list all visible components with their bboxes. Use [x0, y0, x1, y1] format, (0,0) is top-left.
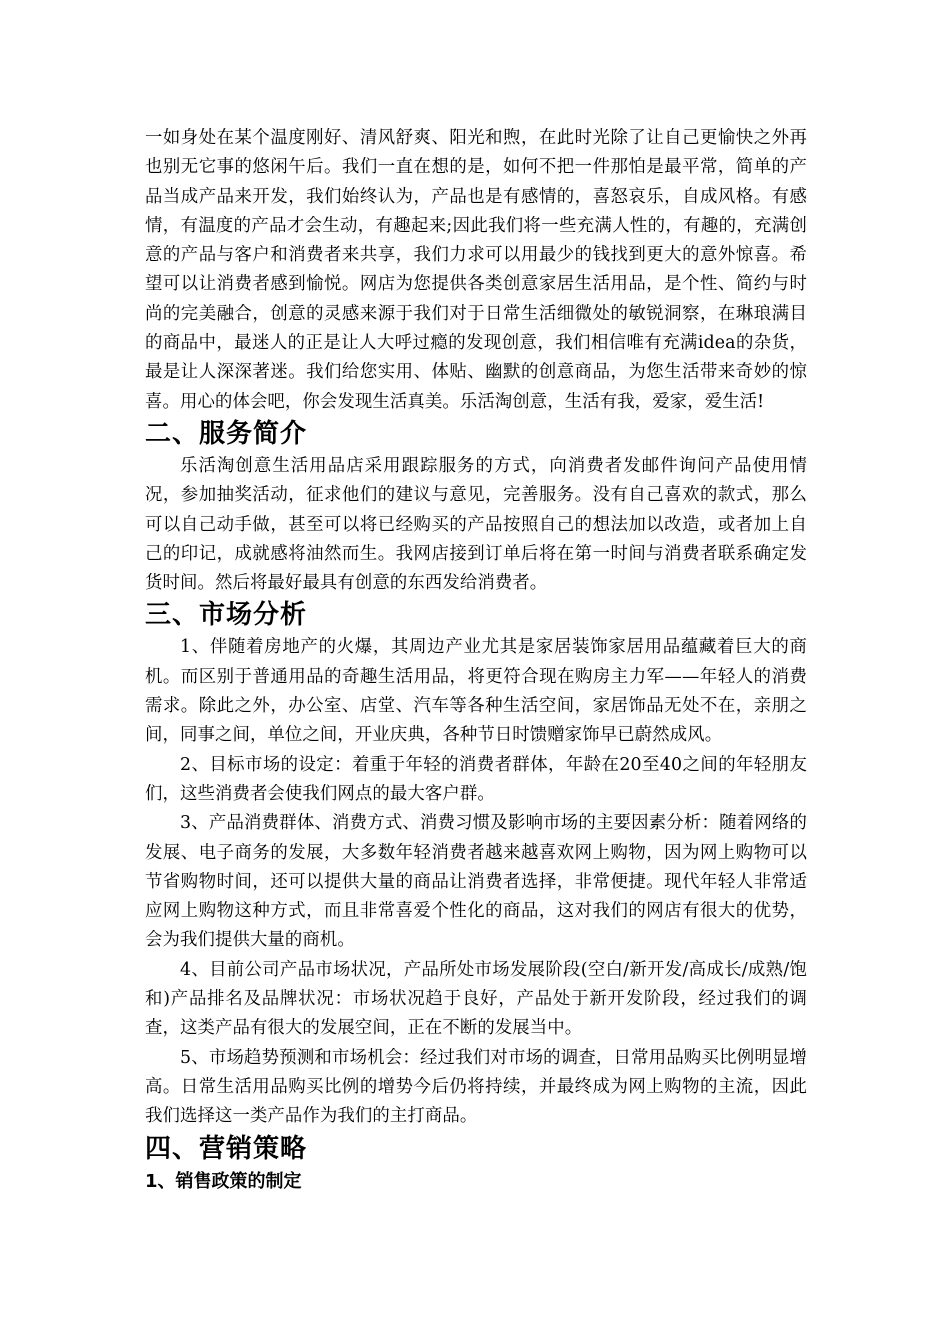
service-heading: 二、服务简介	[145, 418, 308, 449]
market-heading: 三、市场分析	[145, 600, 308, 631]
intro-paragraph: 一如身处在某个温度刚好、清风舒爽、阳光和煦，在此时光除了让自己更愉快之外再也别无它事的悠闲午后。我们一直在想的是，如何不把一件那怕是最平常，简单的产品当成产品来开发，我们始终认为，产品也是有感情的，喜怒哀乐，自成风格。有感情，有温度的产品才会生动，有趣起来;因此我们将一些充满人性的，有趣的，充满创意的产品与客户和消费者来共享，我们力求可以用最少的钱找到更大的意外惊喜。希望可以让消费者感到愉悦。网店为您提供各类创意家居生活用品，是个性、简约与时尚的完美融合，创意的灵感来源于我们对于日常生活细微处的敏锐洞察，在琳琅满目的商品中，最迷人的正是让人大呼过瘾的发现创意，我们相信唯有充满idea的杂货，最是让人深深著迷。我们给您实用、体贴、幽默的创意商品，为您生活带来奇妙的惊喜。用心的体会吧，你会发现生活真美。乐活淘创意，生活有我，爱家，爱生活!	[145, 128, 807, 412]
market-item-2: 2、目标市场的设定：着重于年轻的消费者群体，年龄在20至40之间的年轻朋友们，这些消费者会使我们网点的最大客户群。	[145, 754, 807, 804]
marketing-subheading: 1、销售政策的制定	[145, 1170, 302, 1192]
market-item-5: 5、市场趋势预测和市场机会：经过我们对市场的调查，日常用品购买比例明显增高。日常生活用品购买比例的增势今后仍将持续，并最终成为网上购物的主流，因此我们选择这一类产品作为我们的主打商品。	[145, 1047, 807, 1127]
document-page	[145, 124, 807, 1197]
market-item-3: 3、产品消费群体、消费方式、消费习惯及影响市场的主要因素分析：随着网络的发展、电子商务的发展，大多数年轻消费者越来越喜欢网上购物，因为网上购物可以节省购物时间，还可以提供大量的商品让消费者选择，非常便捷。现代年轻人非常适应网上购物这种方式，而且非常喜爱个性化的商品，这对我们的网店有很大的优势，会为我们提供大量的商机。	[145, 813, 807, 951]
market-item-4: 4、目前公司产品市场状况，产品所处市场发展阶段(空白/新开发/高成长/成熟/饱和)产品排名及品牌状况：市场状况趋于良好，产品处于新开发阶段，经过我们的调查，这类产品有很大的发展空间，正在不断的发展当中。	[145, 959, 807, 1039]
market-item-1: 1、伴随着房地产的火爆，其周边产业尤其是家居装饰家居用品蕴藏着巨大的商机。而区别于普通用品的奇趣生活用品，将更符合现在购房主力军——年轻人的消费需求。除此之外，办公室、店堂、汽车等各种生活空间，家居饰品无处不在，亲朋之间，同事之间，单位之间，开业庆典，各种节日时馈赠家饰早已蔚然成风。	[145, 637, 807, 746]
service-paragraph: 乐活淘创意生活用品店采用跟踪服务的方式，向消费者发邮件询问产品使用情况，参加抽奖活动，征求他们的建议与意见，完善服务。没有自己喜欢的款式，那么可以自己动手做，甚至可以将已经购买的产品按照自己的想法加以改造，或者加上自己的印记，成就感将油然而生。我网店接到订单后将在第一时间与消费者联系确定发货时间。然后将最好最具有创意的东西发给消费者。	[145, 455, 807, 594]
marketing-heading: 四、营销策略	[145, 1133, 308, 1164]
